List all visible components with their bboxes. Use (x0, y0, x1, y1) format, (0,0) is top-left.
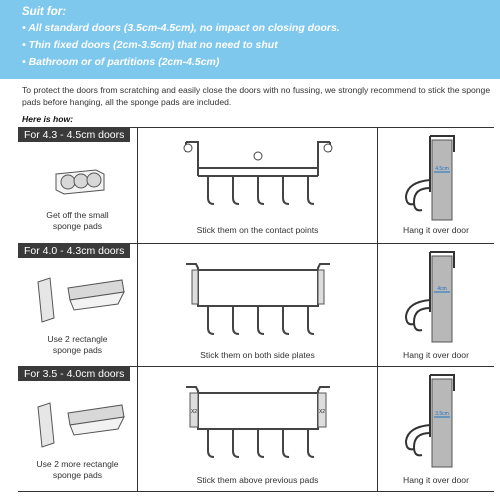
step2-caption: Stick them on both side plates (200, 350, 315, 360)
top-banner (0, 0, 500, 79)
step3-caption: Hang it over door (403, 475, 469, 485)
step1-caption: Get off the small sponge pads (46, 210, 109, 231)
rectangle-sponge-pads-illustration (24, 268, 134, 328)
step2-cell (138, 244, 378, 366)
small-sponge-pads-illustration (50, 164, 110, 198)
step2-cell (138, 367, 378, 491)
banner-line-2: • Thin fixed doors (2cm-3.5cm) that no need to shut (22, 39, 278, 51)
row-4-3-to-4-5 (18, 127, 494, 243)
step3-cell (378, 244, 494, 366)
step1-cell (18, 367, 138, 491)
row-header: For 4.0 - 4.3cm doors (18, 243, 130, 258)
more-rectangle-sponge-pads-illustration (24, 393, 134, 453)
intro-text: To protect the doors from scratching and easily close the doors with no fussing, we strongly recommend to stick the sponge pads before hanging, all the sponge pads are included. (22, 85, 491, 107)
row-header: For 3.5 - 4.0cm doors (18, 366, 130, 381)
step1-cell (18, 244, 138, 366)
step2-cell (138, 128, 378, 243)
bottom-divider (18, 491, 494, 492)
hang-over-door-illustration (394, 371, 474, 469)
step1-caption: Use 2 more rectangle sponge pads (36, 459, 119, 480)
hang-over-door-illustration (394, 132, 474, 222)
step1-caption: Use 2 rectangle sponge pads (47, 334, 108, 355)
row-3-5-to-4-0 (18, 366, 494, 491)
step3-cell (378, 128, 494, 243)
step2-caption: Stick them above previous pads (196, 475, 319, 485)
banner-title: Suit for: (22, 6, 67, 18)
measure-label: 4cm (437, 286, 447, 292)
hang-over-door-illustration (394, 248, 474, 344)
x2-label-left: X2 (190, 409, 198, 415)
step3-caption: Hang it over door (403, 225, 469, 235)
step3-caption: Hang it over door (403, 350, 469, 360)
banner-line-3: • Bathroom or of partitions (2cm-4.5cm) (22, 56, 220, 68)
row-4-0-to-4-3 (18, 243, 494, 366)
hook-rack-contact-points (178, 138, 338, 218)
step1-cell (18, 128, 138, 243)
measure-label: 3.5cm (435, 411, 449, 417)
x2-label-right: X2 (318, 409, 326, 415)
row-header: For 4.3 - 4.5cm doors (18, 127, 130, 142)
step2-caption: Stick them on the contact points (196, 225, 319, 235)
measure-label: 4.5cm (435, 166, 449, 172)
howto-heading: Here is how: (22, 114, 74, 124)
hook-rack-side-plates (178, 258, 338, 344)
step3-cell (378, 367, 494, 491)
banner-line-1: • All standard doors (3.5cm-4.5cm), no impact on closing doors. (22, 22, 340, 34)
hook-rack-stacked-pads (178, 381, 338, 467)
